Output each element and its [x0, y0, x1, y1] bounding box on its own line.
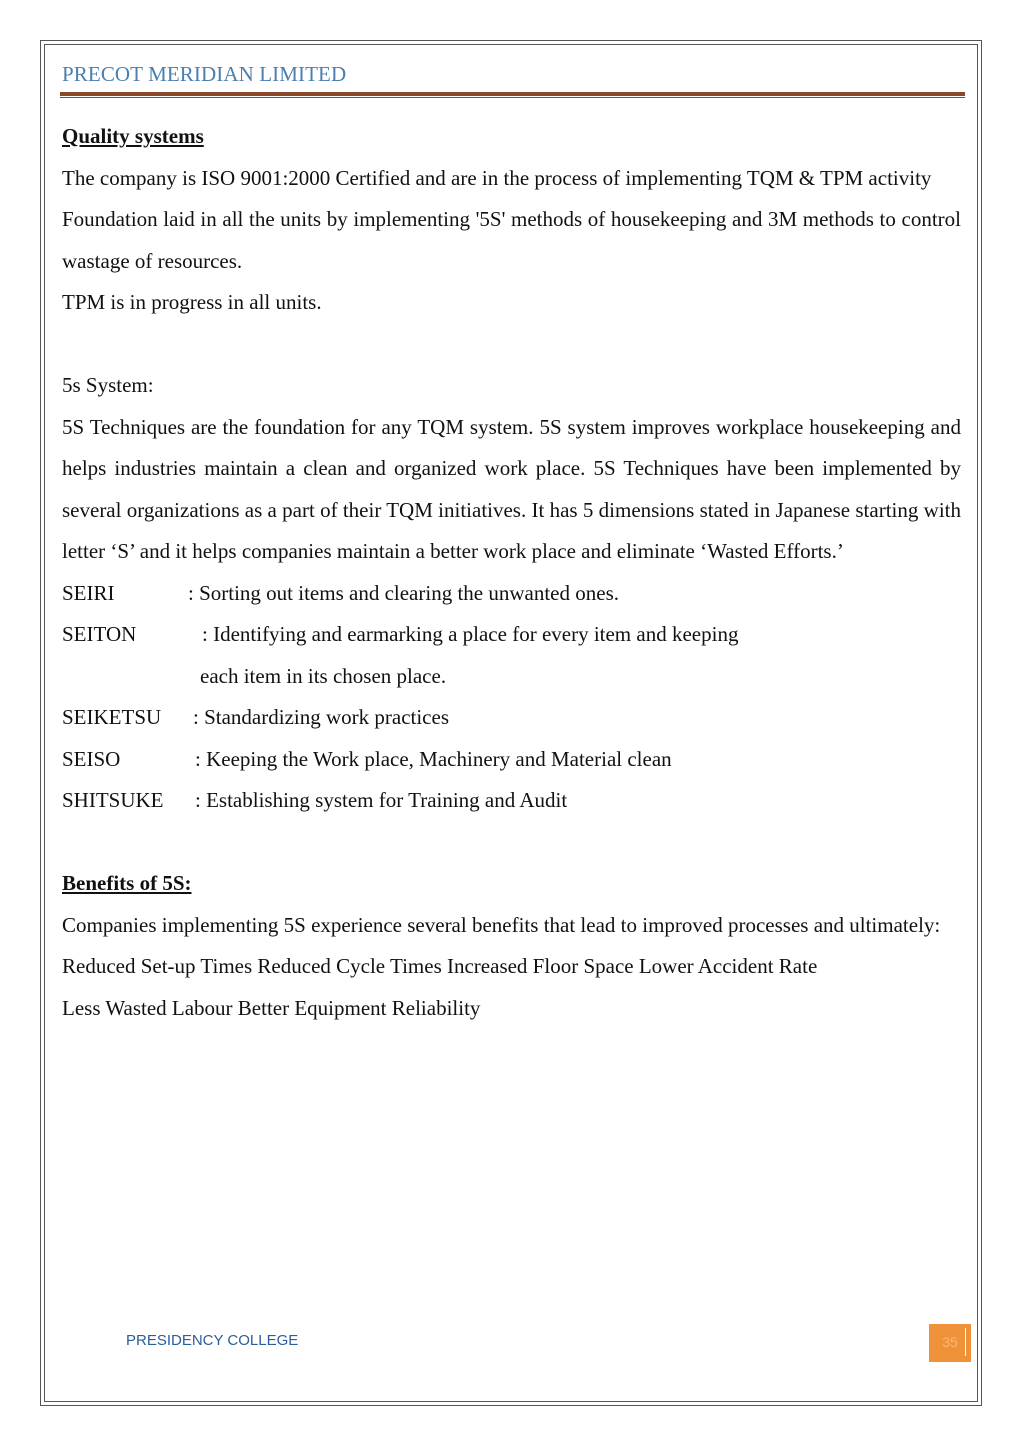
benefits-list-line-2: Less Wasted Labour Better Equipment Reliability	[62, 995, 481, 1020]
footer-college-name: PRESIDENCY COLLEGE	[126, 1332, 299, 1349]
term-row-seiketsu	[62, 697, 961, 739]
page-number: 35	[935, 1328, 966, 1356]
term-definition: : Standardizing work practices	[193, 705, 449, 729]
term-row-seiso	[62, 739, 961, 781]
five-s-heading: 5s System:	[62, 373, 154, 397]
term-row-shitsuke	[62, 780, 961, 822]
document-body	[62, 116, 961, 1029]
header-title: PRECOT MERIDIAN LIMITED	[62, 62, 347, 86]
term-label: SEIRI	[62, 580, 115, 605]
benefits-heading: Benefits of 5S:	[62, 871, 192, 895]
term-label: SEIKETSU	[62, 705, 162, 729]
benefits-list-line-1: Reduced Set-up Times Reduced Cycle Times Increased Floor Space Lower Accident Rate	[62, 954, 818, 978]
spacer	[62, 822, 961, 864]
term-definition-continued: each item in its chosen place.	[200, 663, 447, 688]
term-definition: : Keeping the Work place, Machinery and Material clean	[195, 746, 672, 771]
header-rule	[60, 92, 965, 96]
term-definition: : Establishing system for Training and Audit	[195, 788, 568, 812]
quality-systems-heading: Quality systems	[62, 124, 204, 148]
term-label: SEISO	[62, 746, 121, 771]
header-rule-thin	[60, 97, 965, 98]
term-label: SEITON	[62, 622, 137, 646]
term-row-seiton	[62, 614, 961, 656]
spacer	[62, 324, 961, 366]
quality-paragraph-3: TPM is in progress in all units.	[62, 290, 322, 314]
term-definition: : Identifying and earmarking a place for every item and keeping	[202, 622, 739, 646]
term-label: SHITSUKE	[62, 788, 164, 812]
quality-paragraph-2: Foundation laid in all the units by implementing '5S' methods of housekeeping and 3M methods to control wastage of resources.	[62, 207, 961, 273]
page-number-badge	[927, 1324, 971, 1362]
benefits-intro: Companies implementing 5S experience several benefits that lead to improved processes and ultimately:	[62, 912, 941, 937]
quality-paragraph-1: The company is ISO 9001:2000 Certified and are in the process of implementing TQM & TPM activity	[62, 165, 932, 190]
five-s-intro: 5S Techniques are the foundation for any TQM system. 5S system improves workplace housekeeping and helps industries maintain a clean and organized work place. 5S Techniques have been implemented by several organizations as a part of their TQM initiatives. It has 5 dimensions stated in Japanese starting with letter ‘S’ and it helps companies maintain a better work place and eliminate ‘Wasted Efforts.’	[62, 414, 961, 563]
term-row-seiri	[62, 573, 961, 615]
term-definition: : Sorting out items and clearing the unwanted ones.	[188, 580, 619, 605]
